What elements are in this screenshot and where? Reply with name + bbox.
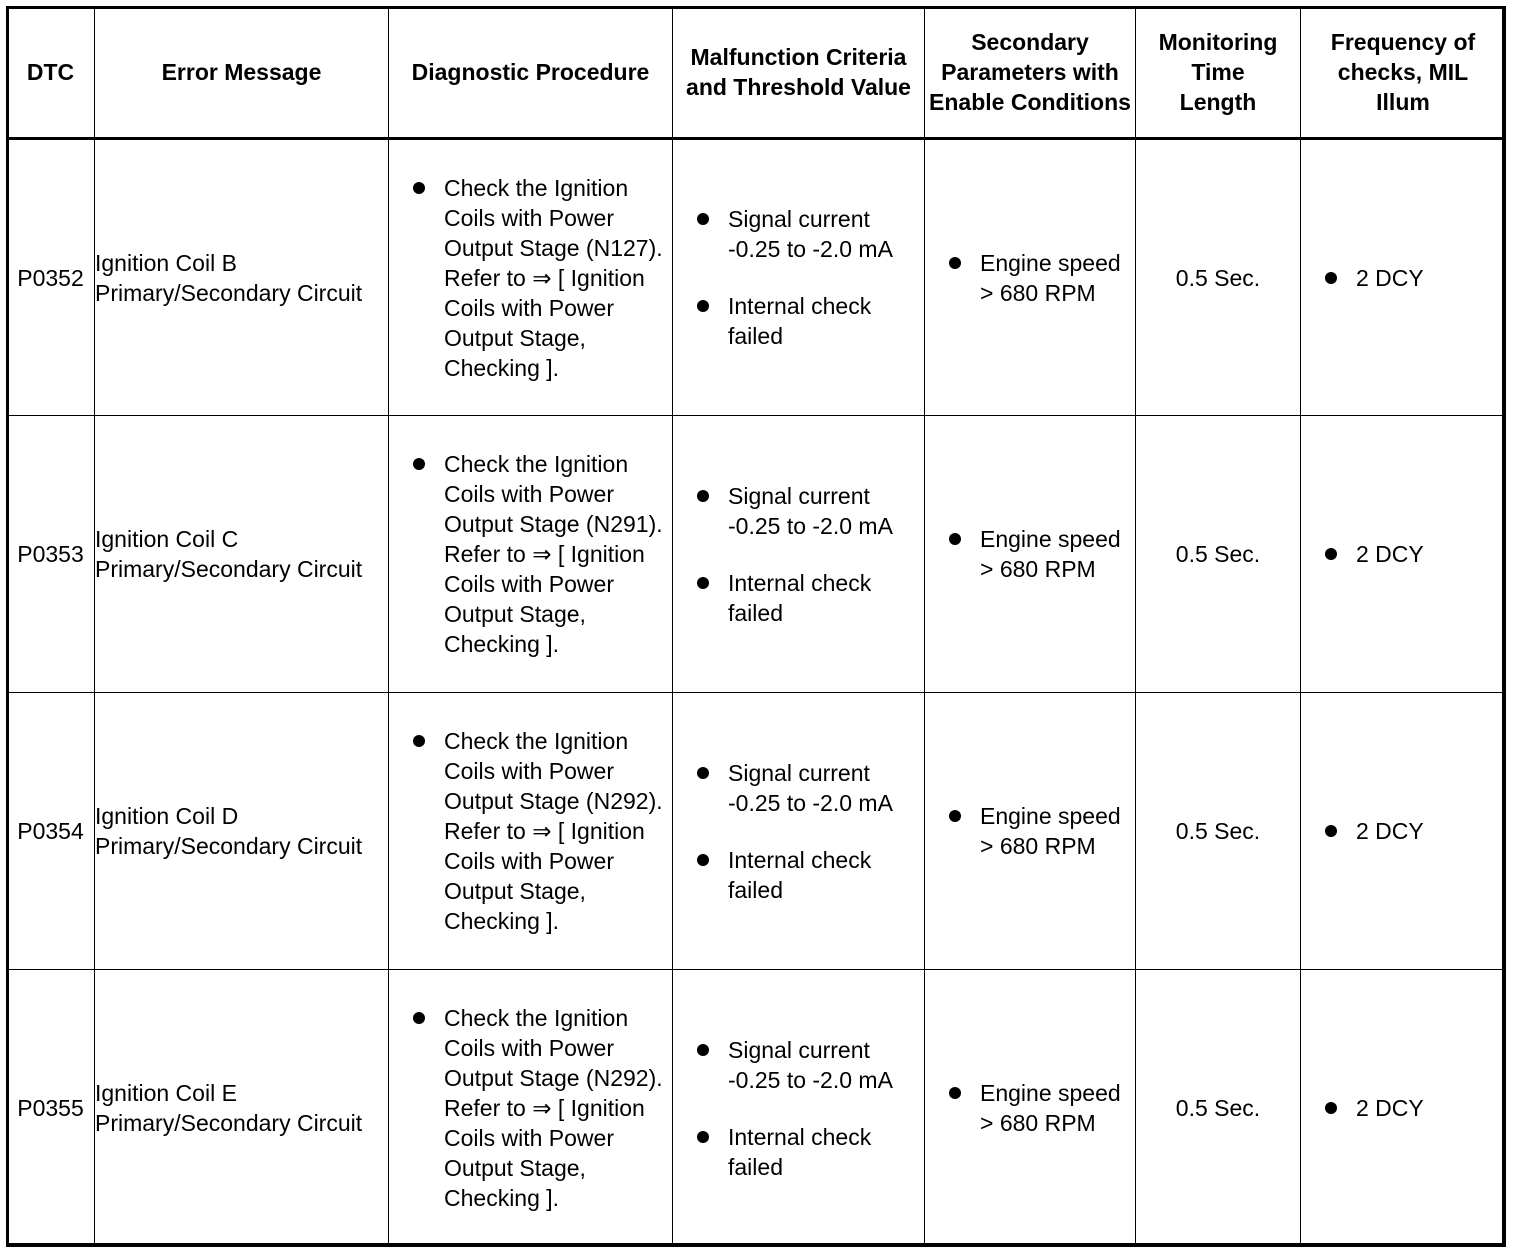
header-error-message: Error Message — [95, 7, 389, 139]
criteria-text: Signal current -0.25 to -2.0 mA — [728, 1036, 893, 1093]
criteria-text: Internal check failed — [728, 1123, 872, 1180]
monitoring-time: 0.5 Sec. — [1136, 970, 1301, 1247]
error-message: Ignition Coil E Primary/Secondary Circuit — [95, 970, 389, 1247]
secondary-text: Engine speed > 680 RPM — [980, 1080, 1121, 1136]
secondary-text: Engine speed > 680 RPM — [980, 249, 1121, 306]
procedure-text: Check the Ignition Coils with Power Output Stage (N127). Refer to ⇒ [ Ignition Coils with Power Output Stage, Checking ]. — [444, 174, 663, 381]
criteria-text: Internal check failed — [728, 846, 872, 903]
frequency-text: 2 DCY — [1356, 541, 1424, 567]
procedure-text: Check the Ignition Coils with Power Output Stage (N291). Refer to ⇒ [ Ignition Coils with Power Output Stage, Checking ]. — [444, 451, 663, 657]
header-diagnostic-procedure: Diagnostic Procedure — [389, 7, 673, 139]
dtc-code: P0355 — [7, 970, 95, 1247]
monitoring-time: 0.5 Sec. — [1136, 416, 1301, 693]
frequency-text: 2 DCY — [1356, 1095, 1424, 1121]
procedure-text: Check the Ignition Coils with Power Output Stage (N292). Refer to ⇒ [ Ignition Coils with Power Output Stage, Checking ]. — [444, 728, 663, 934]
header-malfunction-criteria: Malfunction Criteria and Threshold Value — [673, 7, 925, 139]
secondary-text: Engine speed > 680 RPM — [980, 803, 1121, 859]
error-message: Ignition Coil C Primary/Secondary Circuit — [95, 416, 389, 693]
error-message: Ignition Coil B Primary/Secondary Circuit — [95, 139, 389, 416]
frequency-text: 2 DCY — [1356, 818, 1424, 844]
table-outer-border — [6, 6, 1505, 1246]
header-monitoring-time: Monitoring Time Length — [1136, 7, 1301, 139]
criteria-text: Internal check failed — [728, 293, 872, 349]
dtc-code: P0353 — [7, 416, 95, 693]
error-message: Ignition Coil D Primary/Secondary Circuit — [95, 693, 389, 970]
dtc-code: P0352 — [7, 139, 95, 416]
monitoring-time: 0.5 Sec. — [1136, 693, 1301, 970]
dtc-code: P0354 — [7, 693, 95, 970]
header-frequency: Frequency of checks, MIL Illum — [1301, 7, 1506, 139]
criteria-text: Internal check failed — [728, 569, 872, 626]
criteria-text: Signal current -0.25 to -2.0 mA — [728, 482, 893, 539]
procedure-text: Check the Ignition Coils with Power Output Stage (N292). Refer to ⇒ [ Ignition Coils with Power Output Stage, Checking ]. — [444, 1005, 663, 1211]
secondary-text: Engine speed > 680 RPM — [980, 526, 1121, 582]
criteria-text: Signal current -0.25 to -2.0 mA — [728, 759, 893, 816]
monitoring-time: 0.5 Sec. — [1136, 139, 1301, 416]
header-dtc: DTC — [7, 7, 95, 139]
criteria-text: Signal current -0.25 to -2.0 mA — [728, 206, 893, 262]
frequency-text: 2 DCY — [1356, 264, 1424, 291]
header-secondary-parameters: Secondary Parameters with Enable Conditions — [925, 7, 1136, 139]
